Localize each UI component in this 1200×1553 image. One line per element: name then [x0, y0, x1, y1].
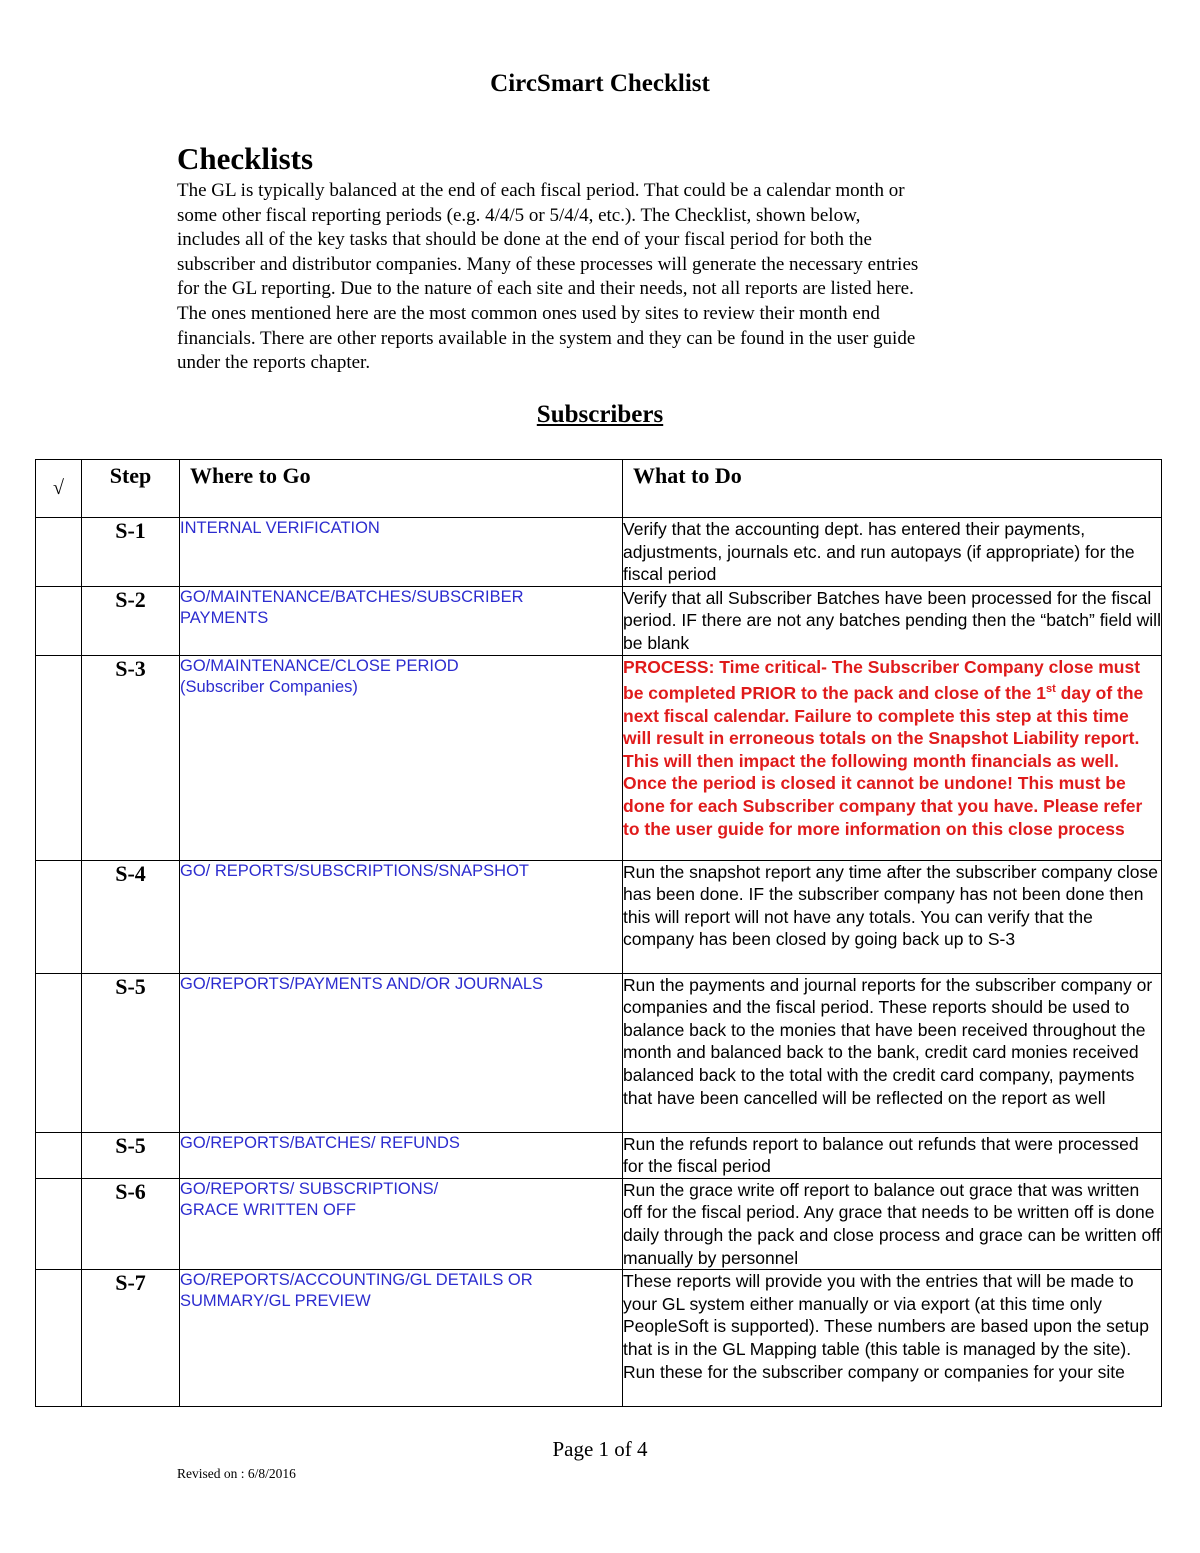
- critical-text-part1: PROCESS: Time critical- The Subscriber Company close must be completed PRIOR to the pack and close of the 1: [623, 656, 1141, 703]
- check-cell[interactable]: [36, 655, 82, 860]
- step-cell: S-5: [82, 1132, 180, 1178]
- check-cell[interactable]: [36, 586, 82, 655]
- where-cell: GO/REPORTS/BATCHES/ REFUNDS: [180, 1132, 623, 1178]
- table-row: [36, 1178, 1162, 1269]
- critical-text-part2: day of the next fiscal calendar. Failure to complete this step at this time will result in erroneous totals on the Snapshot Liability report. This will then impact the following month financials as well. Once the period is closed it cannot be undone! This must be done for each Subscriber company that you have. Please refer to the user guide for more information on this close process: [623, 682, 1144, 839]
- header-step: Step: [82, 460, 180, 518]
- what-cell: Run the grace write off report to balance out grace that was written off for the fiscal period. Any grace that needs to be written off is done daily through the pack and close process and grace can be written off manually by personnel: [623, 1178, 1162, 1269]
- table-row: [36, 586, 1162, 655]
- page-number: Page 1 of 4: [552, 1437, 648, 1461]
- header-what-to-do: What to Do: [623, 460, 1162, 518]
- what-cell: Verify that all Subscriber Batches have been processed for the fiscal period. IF there are not any batches pending then the “batch” field will be blank: [623, 586, 1162, 655]
- where-cell: GO/MAINTENANCE/BATCHES/SUBSCRIBER PAYMENTS: [180, 586, 623, 655]
- what-cell: Verify that the accounting dept. has entered their payments, adjustments, journals etc. and run autopays (if appropriate) for the fiscal period: [623, 518, 1162, 587]
- what-cell: Run the payments and journal reports for the subscriber company or companies and the fiscal period. These reports should be used to balance back to the monies that have been received throughout the month and balanced back to the bank, credit card monies received balanced back to the total with the credit card company, payments that have been cancelled will be reflected on the report as well: [623, 973, 1162, 1132]
- table-row: [36, 1132, 1162, 1178]
- step-cell: S-1: [82, 518, 180, 587]
- header-where-to-go: Where to Go: [180, 460, 623, 518]
- intro-paragraph: The GL is typically balanced at the end of each fiscal period. That could be a calendar month or some other fiscal reporting periods (e.g. 4/4/5 or 5/4/4, etc.). The Checklist, shown below, includes all of the key tasks that should be done at the end of your fiscal period for both the subscriber and distributor companies. Many of these processes will generate the necessary entries for the GL reporting. Due to the nature of each site and their needs, not all reports are listed here. The ones mentioned here are the most common ones used by sites to review their month end financials. There are other reports available in the system and they can be found in the user guide under the reports chapter.: [177, 180, 919, 374]
- check-cell[interactable]: [36, 1178, 82, 1269]
- check-cell[interactable]: [36, 518, 82, 587]
- where-cell: INTERNAL VERIFICATION: [180, 518, 623, 587]
- step-cell: S-5: [82, 973, 180, 1132]
- document-title: CircSmart Checklist: [490, 70, 710, 97]
- check-cell[interactable]: [36, 1270, 82, 1407]
- where-cell: GO/REPORTS/PAYMENTS AND/OR JOURNALS: [180, 973, 623, 1132]
- what-cell: These reports will provide you with the entries that will be made to your GL system either manually or via export (at this time only PeopleSoft is supported). These numbers are based upon the setup that is in the GL Mapping table (this table is managed by the site). Run these for the subscriber company or companies for your site: [623, 1270, 1162, 1407]
- header-check: √: [36, 460, 82, 518]
- step-cell: S-2: [82, 586, 180, 655]
- table-row: [36, 1270, 1162, 1407]
- what-cell-critical: [623, 655, 1162, 860]
- step-cell: S-7: [82, 1270, 180, 1407]
- table-row: [36, 518, 1162, 587]
- step-cell: S-6: [82, 1178, 180, 1269]
- where-cell: GO/REPORTS/ACCOUNTING/GL DETAILS OR SUMMARY/GL PREVIEW: [180, 1270, 623, 1407]
- table-row: [36, 860, 1162, 973]
- table-row: [36, 973, 1162, 1132]
- step-cell: S-3: [82, 655, 180, 860]
- ordinal-suffix: st: [1046, 683, 1056, 696]
- checklist-table: [35, 459, 1162, 1407]
- table-heading: Subscribers: [536, 401, 664, 428]
- check-cell[interactable]: [36, 860, 82, 973]
- step-cell: S-4: [82, 860, 180, 973]
- what-cell: Run the snapshot report any time after the subscriber company close has been done. IF the subscriber company has not been done then this will report will not have any totals. You can verify that the company has been closed by going back up to S-3: [623, 860, 1162, 973]
- table-header-row: [36, 460, 1162, 518]
- section-heading: Checklists: [177, 141, 314, 176]
- table-row: [36, 655, 1162, 860]
- check-cell[interactable]: [36, 973, 82, 1132]
- where-cell: GO/ REPORTS/SUBSCRIPTIONS/SNAPSHOT: [180, 860, 623, 973]
- where-cell: GO/MAINTENANCE/CLOSE PERIOD (Subscriber Companies): [180, 655, 623, 860]
- revised-date: Revised on : 6/8/2016: [177, 1466, 296, 1481]
- where-cell: GO/REPORTS/ SUBSCRIPTIONS/ GRACE WRITTEN OFF: [180, 1178, 623, 1269]
- what-cell: Run the refunds report to balance out refunds that were processed for the fiscal period: [623, 1132, 1162, 1178]
- check-cell[interactable]: [36, 1132, 82, 1178]
